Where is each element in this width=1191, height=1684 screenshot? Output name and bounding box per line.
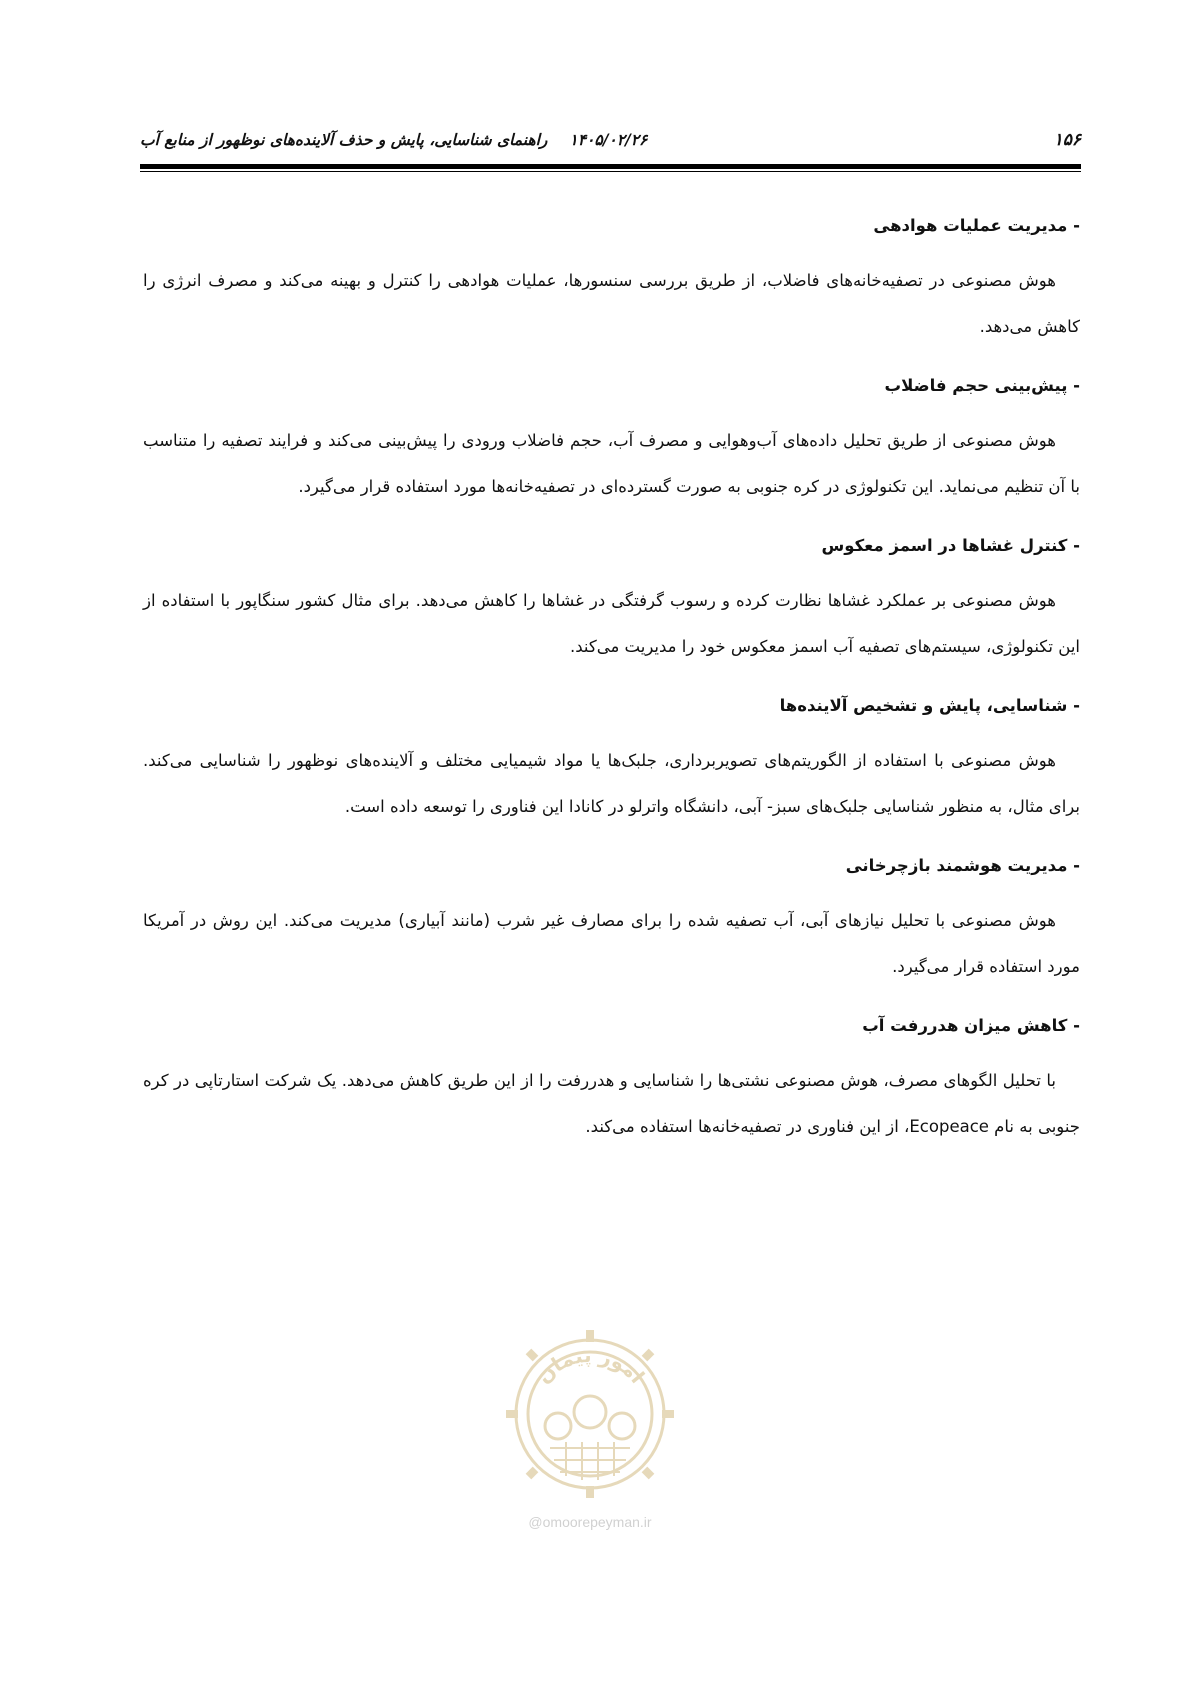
header-date: ۱۴۰۵/۰۲/۲۶ (569, 130, 648, 149)
running-head (140, 130, 647, 149)
section-heading-pollutant-detection: - شناسایی، پایش و تشخیص آلاینده‌ها (779, 696, 1080, 715)
section-heading-membrane-control: - کنترل غشاها در اسمز معکوس (821, 536, 1080, 555)
section-paragraph-pollutant-detection: هوش مصنوعی با استفاده از الگوریتم‌های تصویربرداری، جلبک‌ها یا مواد شیمیایی مختلف و آلاینده‌های نوظهور را شناسایی می‌کند. برای مثال، به منظور شناسایی جلبک‌های سبز- آبی، دانشگاه واترلو در کانادا این فناوری را توسعه داده است. (143, 751, 1080, 816)
header-rule (140, 164, 1081, 169)
section-paragraph-membrane-control: هوش مصنوعی بر عملکرد غشاها نظارت کرده و رسوب گرفتگی در غشاها را کاهش می‌دهد. برای مثال کشور سنگاپور با استفاده از این تکنولوژی، سیستم‌های تصفیه آب اسمز معکوس خود را مدیریت می‌کند. (143, 591, 1080, 656)
gear-logo-icon (500, 1324, 680, 1504)
page-content (143, 210, 1080, 1170)
watermark-caption: @omoorepeyman.ir (528, 1514, 652, 1530)
section-paragraph-wastewater-forecast: هوش مصنوعی از طریق تحلیل داده‌های آب‌وهوایی و مصرف آب، حجم فاضلاب ورودی را پیش‌بینی می‌کند و فرایند تصفیه را متناسب با آن تنظیم می‌نماید. این تکنولوژی در کره جنوبی به صورت گسترده‌ای در تصفیه‌خانه‌ها مورد استفاده قرار می‌گیرد. (143, 431, 1080, 496)
section-heading-wastewater-forecast: - پیش‌بینی حجم فاضلاب (884, 376, 1080, 395)
watermark (480, 1324, 700, 1530)
section-paragraph-smart-reuse: هوش مصنوعی با تحلیل نیازهای آبی، آب تصفیه شده را برای مصارف غیر شرب (مانند آبیاری) مدیریت می‌کند. این روش در آمریکا مورد استفاده قرار می‌گیرد. (143, 911, 1080, 976)
section-heading-smart-reuse: - مدیریت هوشمند بازچرخانی (845, 856, 1080, 875)
section-heading-water-loss: - کاهش میزان هدررفت آب (862, 1016, 1080, 1035)
section-heading-aeration: - مدیریت عملیات هوادهی (873, 216, 1080, 235)
section-paragraph-aeration: هوش مصنوعی در تصفیه‌خانه‌های فاضلاب، از طریق بررسی سنسورها، عملیات هوادهی را کنترل و بهینه می‌کند و مصرف انرژی را کاهش می‌دهد. (143, 271, 1080, 336)
header-title: راهنمای شناسایی، پایش و حذف آلاینده‌های نوظهور از منابع آب (140, 130, 548, 149)
page-header (140, 126, 1081, 156)
header-rule-thin (140, 171, 1081, 172)
svg-text:امور پیمان: امور پیمان (531, 1342, 650, 1388)
page-number: ۱۵۶ (1053, 130, 1081, 150)
section-paragraph-water-loss: با تحلیل الگوهای مصرف، هوش مصنوعی نشتی‌ها را شناسایی و هدررفت را از این طریق کاهش می‌دهد. یک شرکت استارتاپی در کره جنوبی به نام Ecopeace، از این فناوری در تصفیه‌خانه‌ها استفاده می‌کند. (143, 1071, 1080, 1136)
